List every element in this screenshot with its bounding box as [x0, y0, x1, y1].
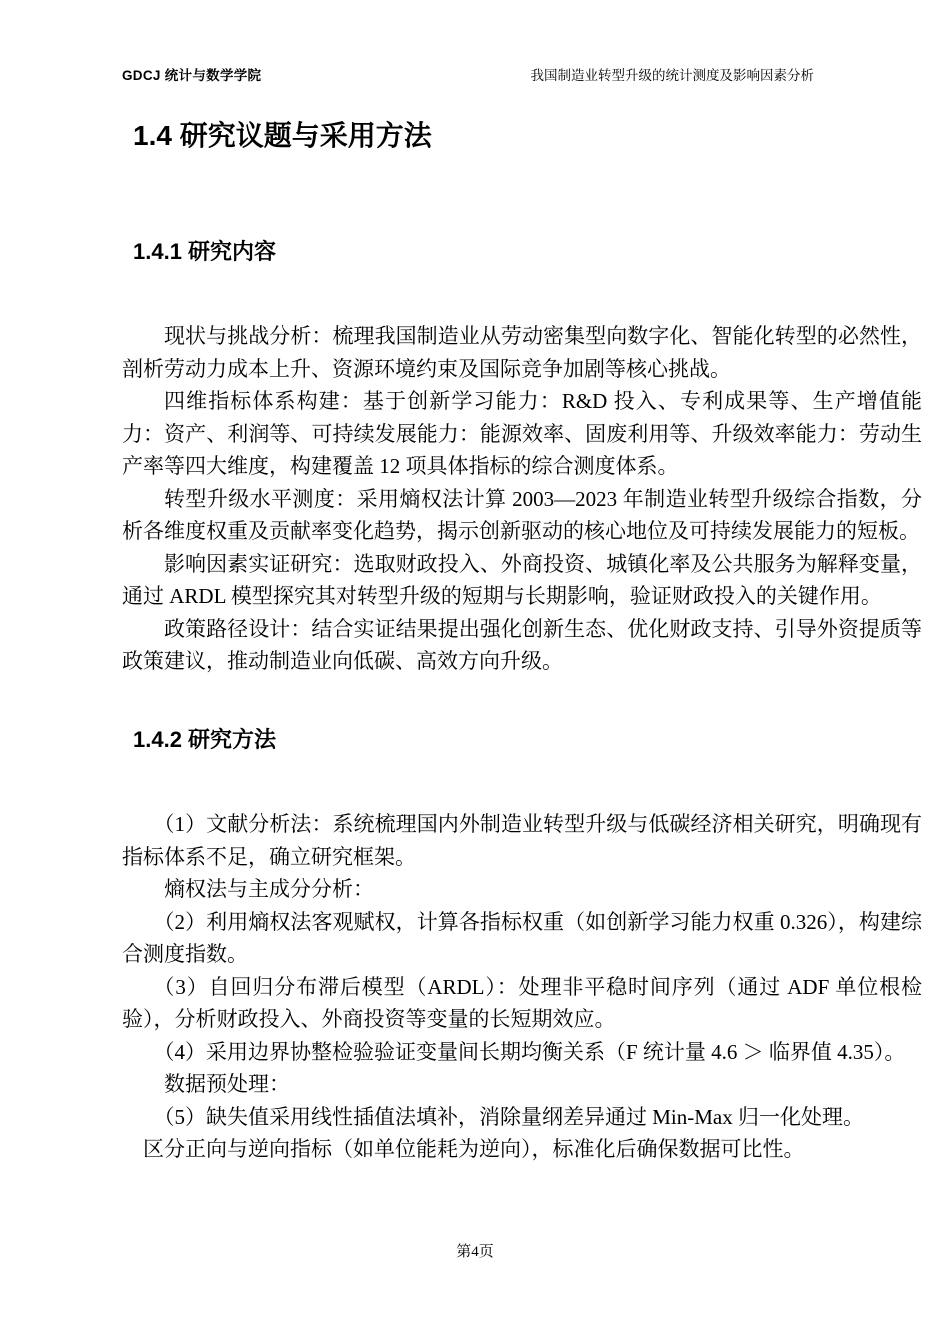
paragraph: （3）自回归分布滞后模型（ARDL）：处理非平稳时间序列（通过 ADF 单位根检验），分析财政投入、外商投资等变量的长短期效应。	[122, 974, 922, 1031]
section-title-1-4: 1.4 研究议题与采用方法	[133, 120, 432, 151]
running-header	[122, 64, 814, 84]
subsection-heading-1-4-1: 1.4.1 研究内容	[133, 239, 277, 264]
paragraph: 政策路径设计：结合实证结果提出强化创新生态、优化财政支持、引导外资提质等政策建议，推动制造业向低碳、高效方向升级。	[122, 616, 922, 673]
paragraph: 熵权法与主成分分析：	[164, 877, 374, 901]
paragraph: 区分正向与逆向指标（如单位能耗为逆向），标准化后确保数据可比性。	[143, 1137, 805, 1161]
paragraph: （5）缺失值采用线性插值法填补，消除量纲差异通过 Min-Max 归一化处理。	[153, 1104, 864, 1129]
header-document-title: 我国制造业转型升级的统计测度及影响因素分析	[530, 68, 814, 83]
subsection-heading-1-4-2: 1.4.2 研究方法	[133, 727, 277, 752]
paragraph: 转型升级水平测度：采用熵权法计算 2003—2023 年制造业转型升级综合指数，分析各维度权重及贡献率变化趋势，揭示创新驱动的核心地位及可持续发展能力的短板。	[122, 486, 922, 543]
page-footer	[0, 1240, 950, 1261]
paragraph: 影响因素实证研究：选取财政投入、外商投资、城镇化率及公共服务为解释变量，通过 ARDL 模型探究其对转型升级的短期与长期影响，验证财政投入的关键作用。	[122, 551, 922, 608]
header-institution: GDCJ 统计与数学学院	[122, 68, 262, 83]
paragraph: 数据预处理：	[164, 1072, 290, 1096]
section-1-4-2-body	[122, 808, 922, 1166]
paragraph: 四维指标体系构建：基于创新学习能力：R&D 投入、专利成果等、生产增值能力：资产、利润等、可持续发展能力：能源效率、固废利用等、升级效率能力：劳动生产率等四大维度，构建覆盖 12 项具体指标的综合测度体系。	[122, 389, 922, 478]
page-number: 第4页	[456, 1244, 494, 1260]
paragraph: （1）文献分析法：系统梳理国内外制造业转型升级与低碳经济相关研究，明确现有指标体系不足，确立研究框架。	[122, 812, 922, 869]
paragraph: 现状与挑战分析：梳理我国制造业从劳动密集型向数字化、智能化转型的必然性，剖析劳动力成本上升、资源环境约束及国际竞争加剧等核心挑战。	[122, 324, 922, 381]
paragraph: （4）采用边界协整检验验证变量间长期均衡关系（F 统计量 4.6 ＞ 临界值 4.35）。	[153, 1039, 906, 1064]
section-1-4-1-body	[122, 320, 922, 678]
paragraph: （2）利用熵权法客观赋权，计算各指标权重（如创新学习能力权重 0.326），构建综合测度指数。	[122, 909, 922, 966]
